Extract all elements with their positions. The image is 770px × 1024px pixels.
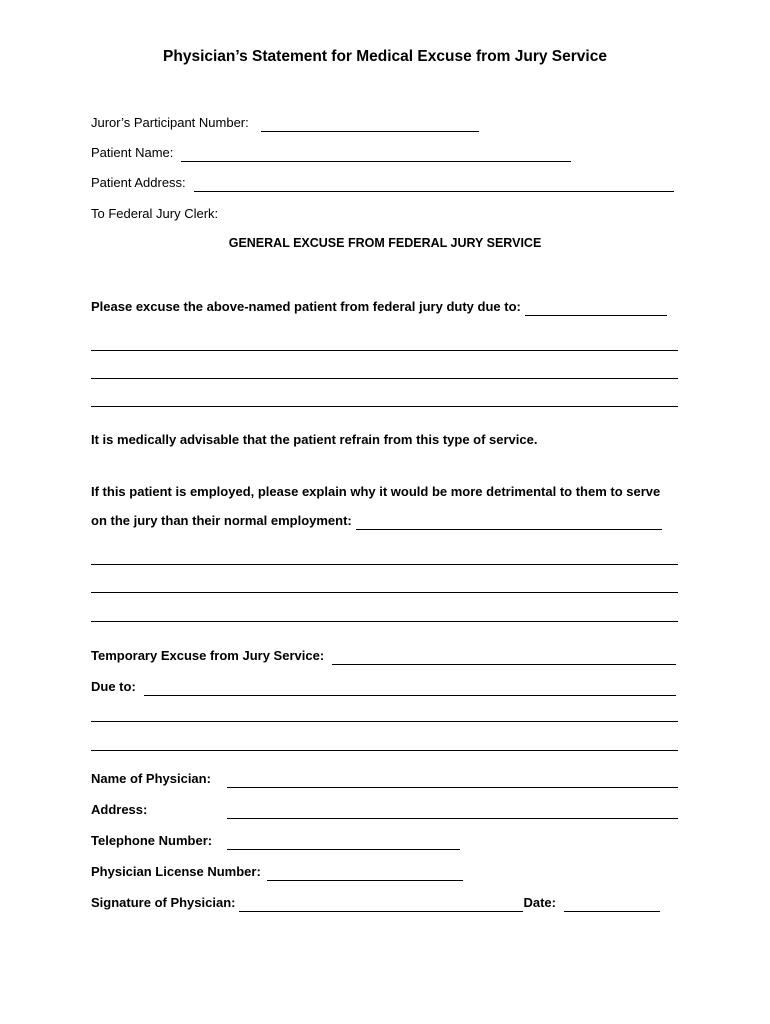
excuse-reason-line-2[interactable] — [91, 378, 678, 379]
telephone-row — [91, 830, 460, 850]
employment-reason-line-2[interactable] — [91, 592, 678, 593]
employed-prompt-row — [91, 510, 662, 530]
employed-prompt-line1: If this patient is employed, please explain why it would be more detrimental to them to serve — [91, 484, 661, 499]
signature-row — [91, 892, 660, 912]
license-row — [91, 861, 463, 881]
license-label: Physician License Number: — [91, 864, 261, 879]
due-to-row — [91, 676, 676, 696]
patient-name-row — [91, 142, 571, 162]
due-to-label: Due to: — [91, 679, 136, 694]
physician-address-field[interactable] — [227, 802, 678, 819]
general-excuse-heading: GENERAL EXCUSE FROM FEDERAL JURY SERVICE — [228, 236, 542, 250]
jury-clerk-label: To Federal Jury Clerk: — [91, 206, 219, 221]
patient-address-label: Patient Address: — [91, 175, 186, 190]
physician-name-row — [91, 768, 678, 788]
date-field[interactable] — [564, 895, 660, 912]
signature-field[interactable] — [239, 895, 523, 912]
telephone-field[interactable] — [227, 833, 460, 850]
form-title: Physician’s Statement for Medical Excuse from Jury Service — [163, 48, 607, 65]
license-field[interactable] — [267, 864, 463, 881]
signature-label: Signature of Physician: — [91, 895, 236, 910]
patient-name-label: Patient Name: — [91, 145, 174, 160]
due-to-line-1[interactable] — [91, 721, 678, 722]
excuse-reason-line-1[interactable] — [91, 350, 678, 351]
telephone-label: Telephone Number: — [91, 833, 213, 848]
temporary-excuse-row — [91, 645, 676, 665]
jury-clerk-row — [91, 203, 218, 223]
employment-reason-line-1[interactable] — [91, 564, 678, 565]
physician-address-row — [91, 799, 678, 819]
physician-name-field[interactable] — [227, 771, 678, 788]
physician-address-label: Address: — [91, 802, 148, 817]
participant-number-field[interactable] — [261, 115, 479, 132]
date-label: Date: — [523, 895, 556, 910]
excuse-reason-line-3[interactable] — [91, 406, 678, 407]
temporary-excuse-field[interactable] — [332, 648, 676, 665]
excuse-prompt-label: Please excuse the above-named patient from federal jury duty due to: — [91, 299, 521, 314]
excuse-prompt-row — [91, 296, 667, 316]
patient-name-field[interactable] — [181, 145, 571, 162]
due-to-line-2[interactable] — [91, 750, 678, 751]
due-to-field[interactable] — [144, 679, 676, 696]
patient-address-field[interactable] — [194, 175, 674, 192]
employment-reason-line-3[interactable] — [91, 621, 678, 622]
employed-prompt-line2: on the jury than their normal employment: — [91, 513, 352, 528]
excuse-reason-field[interactable] — [525, 299, 667, 316]
patient-address-row — [91, 172, 674, 192]
participant-number-label: Juror’s Participant Number: — [91, 115, 249, 130]
participant-number-row — [91, 112, 479, 132]
temporary-excuse-label: Temporary Excuse from Jury Service: — [91, 648, 325, 663]
employment-reason-field[interactable] — [356, 513, 662, 530]
physician-name-label: Name of Physician: — [91, 771, 211, 786]
advisable-statement: It is medically advisable that the patient refrain from this type of service. — [91, 432, 538, 447]
